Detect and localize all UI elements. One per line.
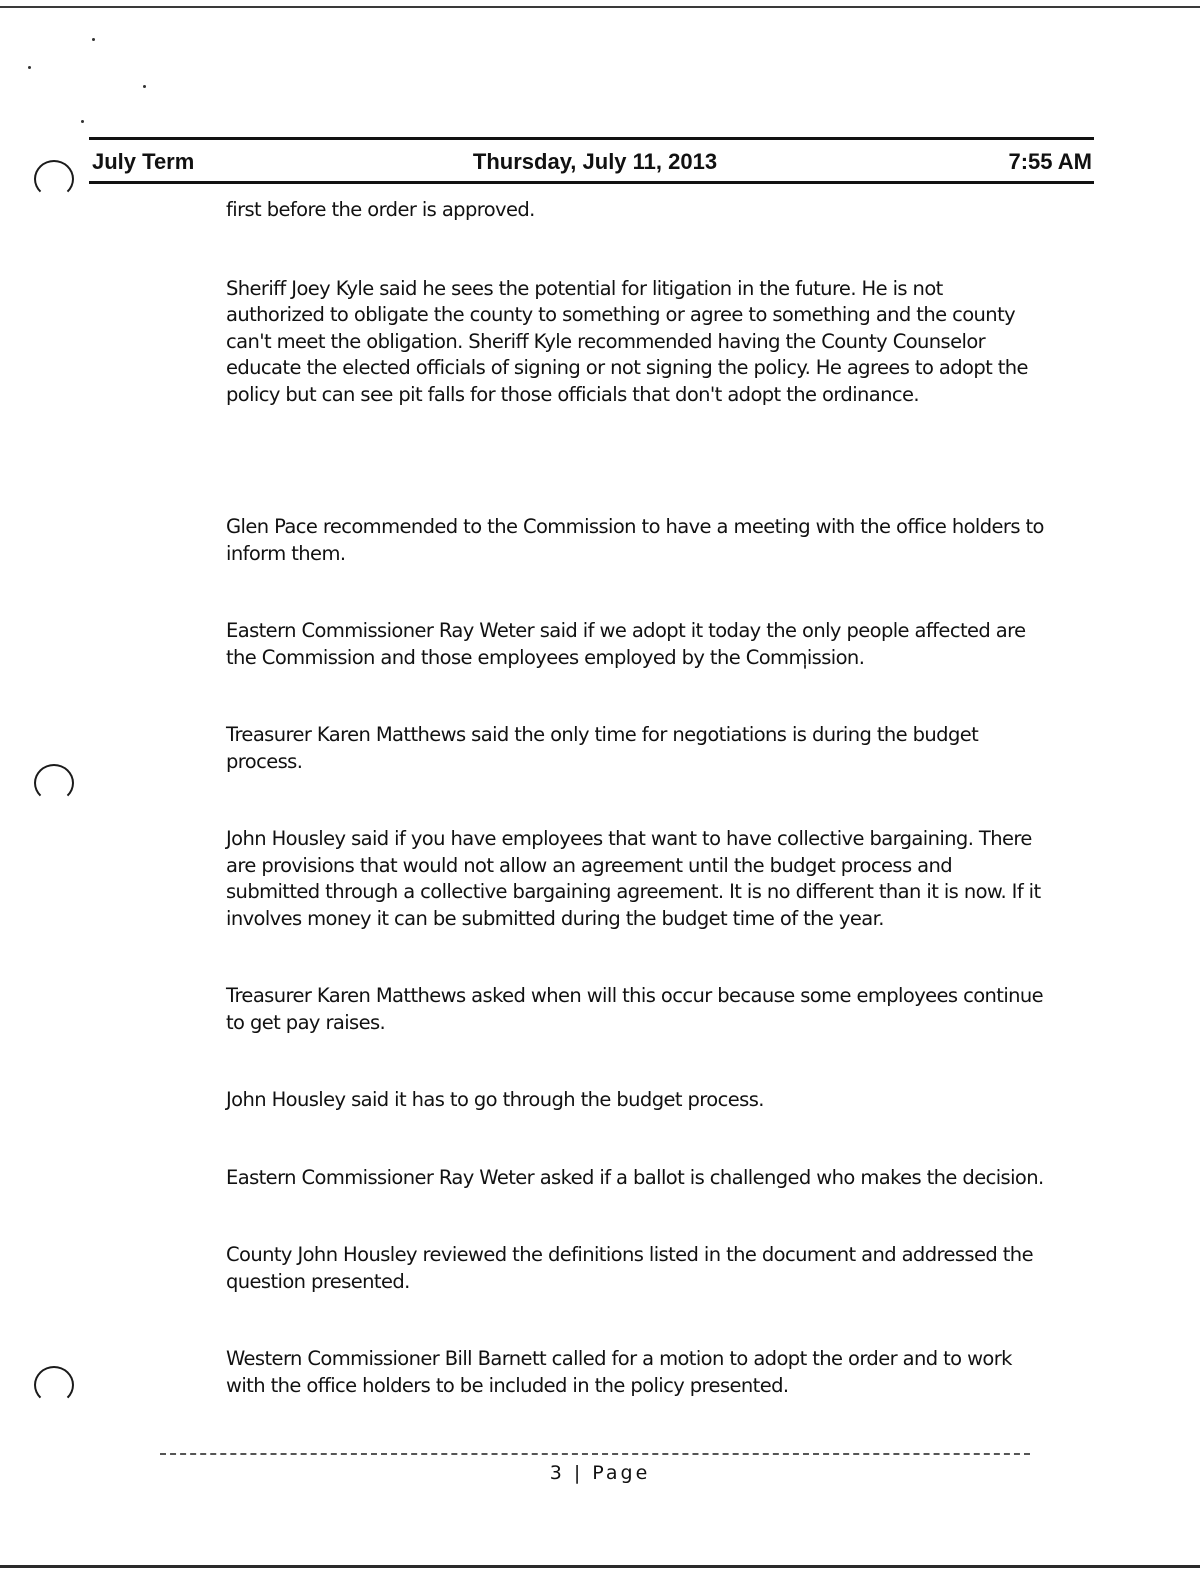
scan-speck bbox=[92, 38, 95, 41]
punch-hole-middle bbox=[34, 764, 74, 802]
paragraph-john-housley-bargaining: John Housley said if you have employees that want to have collective bargaining. There are provisions that would not allow an agreement until the budget process and submitted through a collective bargaining agreement. It is no different than it is now. If it involves money it can be submitted during the budget time of the year. bbox=[226, 827, 1041, 930]
scan-speck bbox=[143, 85, 146, 88]
paragraph-ray-weter-adopt: Eastern Commissioner Ray Weter said if we adopt it today the only people affected are the Commission and those employees employed by the Commission. bbox=[226, 619, 1026, 669]
paragraph-john-housley-definitions: County John Housley reviewed the definitions listed in the document and addressed the question presented. bbox=[226, 1243, 1033, 1293]
header-rule-bottom bbox=[89, 181, 1094, 184]
header-date: Thursday, July 11, 2013 bbox=[472, 149, 718, 174]
scan-speck bbox=[81, 120, 84, 123]
scan-edge-top bbox=[0, 6, 1200, 8]
header-time: 7:55 AM bbox=[1008, 149, 1092, 174]
header-rule-top bbox=[89, 137, 1094, 140]
punch-hole-bottom bbox=[34, 1366, 74, 1404]
page-number: 3 | Page bbox=[549, 1462, 651, 1484]
scan-speck bbox=[28, 66, 31, 69]
scan-edge-bottom bbox=[0, 1565, 1200, 1568]
paragraph-continuation: first before the order is approved. bbox=[226, 198, 535, 221]
paragraph-karen-matthews-pay-raises: Treasurer Karen Matthews asked when will this occur because some employees continue to get pay raises. bbox=[226, 984, 1044, 1034]
paragraph-glen-pace: Glen Pace recommended to the Commission to have a meeting with the office holders to inform them. bbox=[226, 515, 1044, 565]
header-term: July Term bbox=[92, 149, 195, 174]
paragraph-sheriff-kyle: Sheriff Joey Kyle said he sees the potential for litigation in the future. He is not authorized to obligate the county to something or agree to something and the county can't meet the obligation. Sheriff Kyle recommended having the County Counselor educate the elected officials of signing or not signing the policy. He agrees to adopt the policy but can see pit falls for those officials that don't adopt the ordinance. bbox=[226, 276, 1028, 406]
paragraph-karen-matthews-negotiations: Treasurer Karen Matthews said the only time for negotiations is during the budget process. bbox=[226, 723, 979, 773]
paragraph-ray-weter-ballot: Eastern Commissioner Ray Weter asked if a ballot is challenged who makes the decision. bbox=[226, 1165, 1044, 1189]
minutes-body bbox=[226, 197, 1046, 1399]
paragraph-bill-barnett-motion: Western Commissioner Bill Barnett called for a motion to adopt the order and to work with the office holders to be included in the policy presented. bbox=[226, 1347, 1012, 1397]
footer-rule bbox=[160, 1453, 1030, 1455]
paragraph-john-housley-budget: John Housley said it has to go through the budget process. bbox=[226, 1088, 764, 1111]
